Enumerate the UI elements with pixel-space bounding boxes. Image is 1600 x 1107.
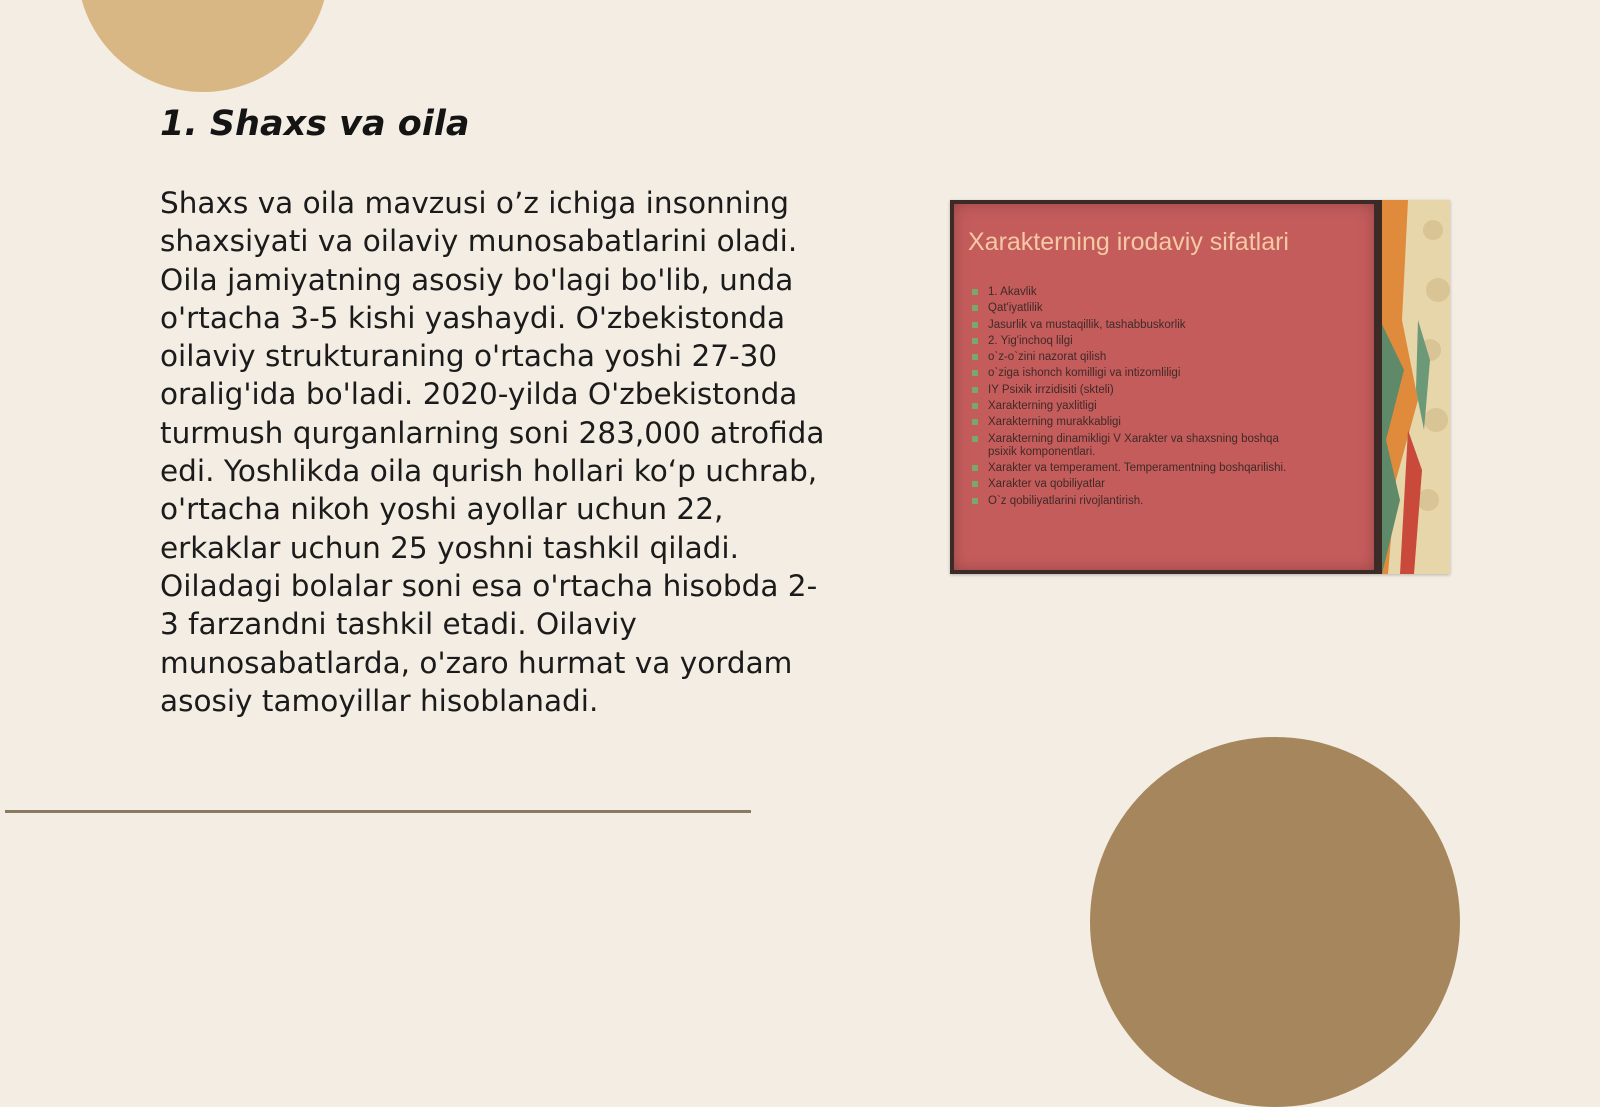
embedded-slide-image	[950, 200, 1450, 574]
embedded-slide-panel	[950, 200, 1378, 574]
list-item: 1. Akavlik	[970, 286, 1290, 299]
list-item: Xarakter va temperament. Temperamentning boshqarilishi.	[970, 462, 1290, 475]
body-line: asosiy tamoyillar hisoblanadi.	[160, 683, 599, 718]
body-line: erkaklar uchun 25 yoshni tashkil qiladi.	[160, 530, 739, 565]
body-line: o'rtacha 3-5 kishi yashaydi. O'zbekistonda	[160, 300, 786, 335]
body-line: o'rtacha nikoh yoshi ayollar uchun 22,	[160, 492, 724, 527]
slide-title: 1. Shaxs va oila	[160, 104, 470, 144]
decorative-circle-top	[77, 0, 329, 92]
embedded-slide-list	[970, 286, 1290, 511]
body-line: Oiladagi bolalar soni esa o'rtacha hisobda 2-	[160, 568, 818, 603]
list-item: Xarakter va qobiliyatlar	[970, 478, 1290, 491]
list-item: Xarakterning dinamikligi V Xarakter va shaxsning boshqa psixik komponentlari.	[970, 433, 1290, 459]
body-line: turmush qurganlarning soni 283,000 atrofida	[160, 415, 825, 450]
body-line: munosabatlarda, o'zaro hurmat va yordam	[160, 645, 793, 680]
body-line: edi. Yoshlikda oila qurish hollari ko‘p uchrab,	[160, 454, 818, 489]
list-item: o`z-o`zini nazorat qilish	[970, 351, 1290, 364]
body-line: Oila jamiyatning asosiy bo'lagi bo'lib, unda	[160, 262, 794, 297]
decorative-pattern-graphic	[1378, 200, 1450, 574]
body-line: shaxsiyati va oilaviy munosabatlarini oladi.	[160, 224, 798, 259]
slide-body-text	[160, 184, 850, 720]
body-line: oilaviy strukturaning o'rtacha yoshi 27-30	[160, 339, 778, 374]
embedded-slide-decoration	[1378, 200, 1450, 574]
embedded-slide-title: Xarakterning irodaviy sifatlari	[968, 228, 1289, 256]
list-item: O`z qobiliyatlarini rivojlantirish.	[970, 495, 1290, 508]
list-item: o`ziga ishonch komilligi va intizomliligi	[970, 367, 1290, 380]
list-item: Xarakterning yaxlitligi	[970, 400, 1290, 413]
list-item: Qat'iyatlilik	[970, 302, 1290, 315]
list-item: 2. Yig'inchoq lilgi	[970, 335, 1290, 348]
body-line: oralig'ida bo'ladi. 2020-yilda O'zbekistonda	[160, 377, 798, 412]
body-line: 3 farzandni tashkil etadi. Oilaviy	[160, 607, 637, 642]
horizontal-divider	[5, 810, 751, 813]
list-item: Xarakterning murakkabligi	[970, 416, 1290, 429]
decorative-circle-bottom	[1090, 737, 1460, 1107]
list-item: IY Psixik irrzidisiti (skteli)	[970, 384, 1290, 397]
list-item: Jasurlik va mustaqillik, tashabbuskorlik	[970, 319, 1290, 332]
body-line: Shaxs va oila mavzusi o’z ichiga insonning	[160, 186, 790, 220]
